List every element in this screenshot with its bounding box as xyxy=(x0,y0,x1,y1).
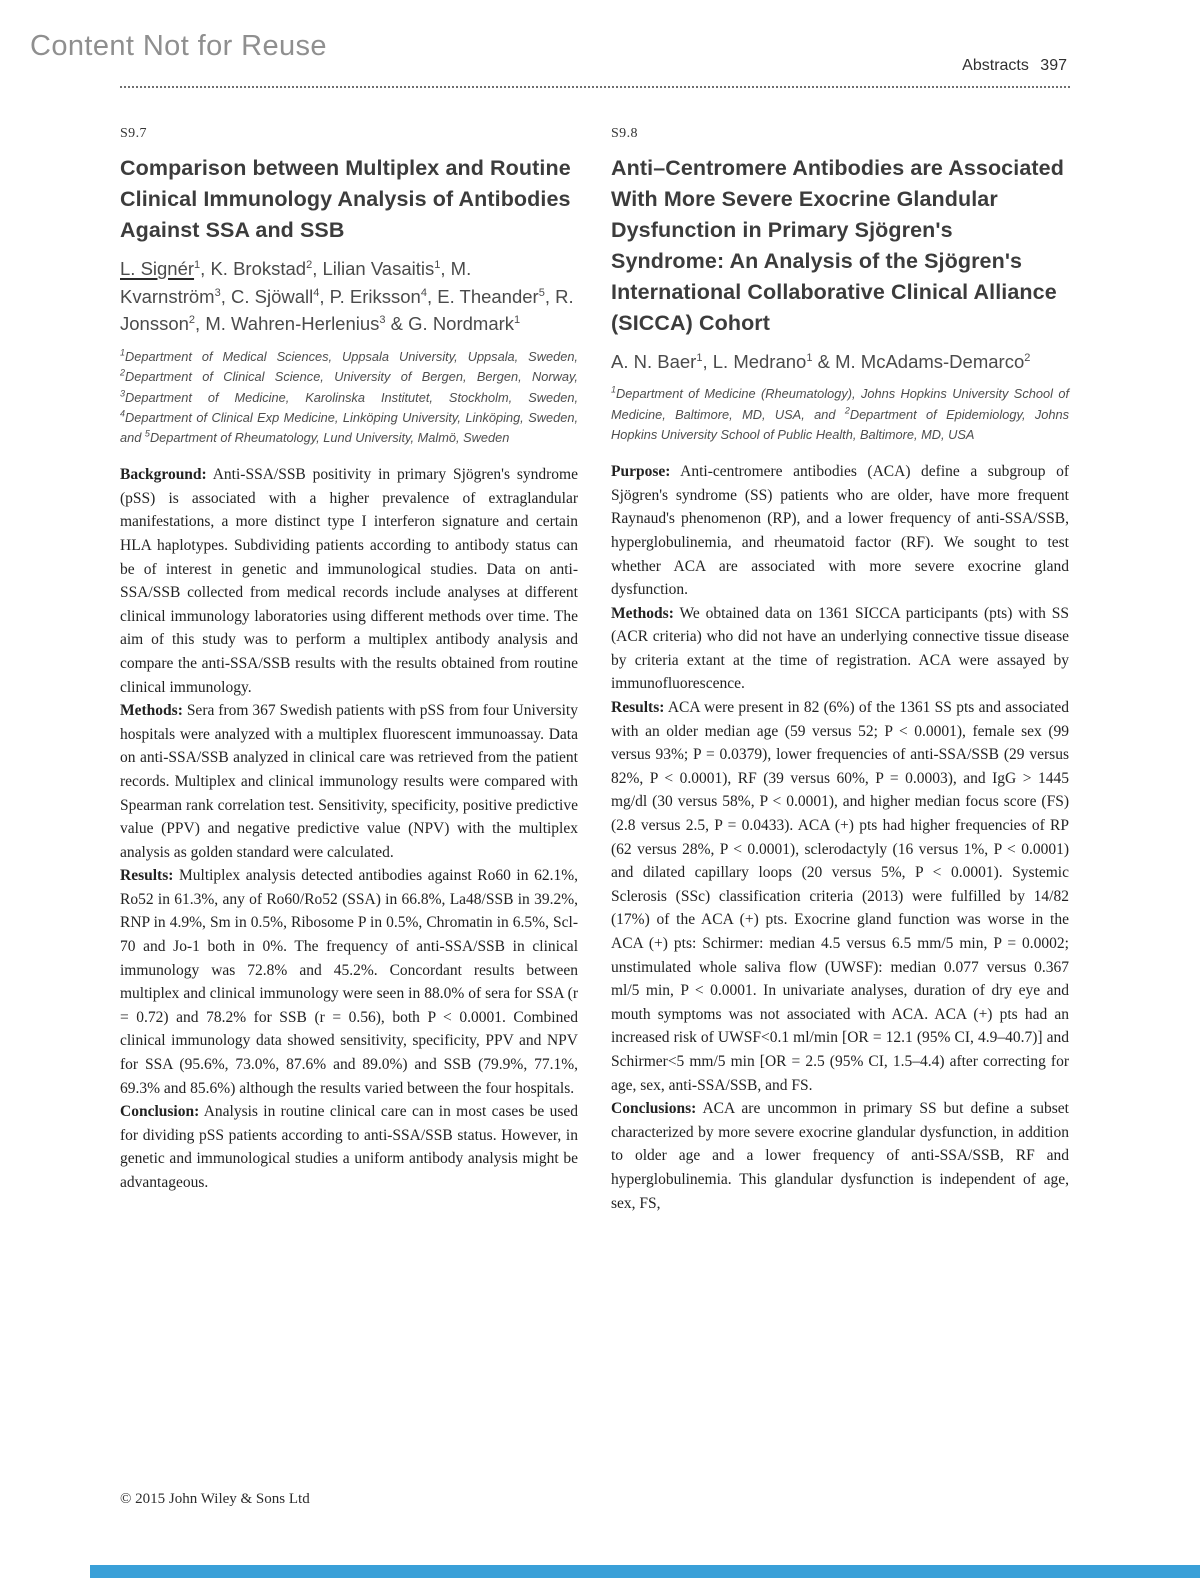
abstracts-container xyxy=(120,126,1070,1215)
abstract-paragraph: Conclusions: ACA are uncommon in primary SS but define a subset characterized by more severe exocrine glandular dysfunction, in addition to older age and a lower frequency of anti-SSA/SSB, RF and hyperglobulinemia. This glandular dysfunction is independent of age, sex, FS, xyxy=(611,1100,1069,1212)
section-label: Background: xyxy=(120,466,207,484)
affiliation-number: 1 xyxy=(120,347,126,358)
abstract-number: S9.8 xyxy=(611,126,638,141)
author-name: L. Medrano xyxy=(712,350,807,372)
abstract-column-right xyxy=(611,126,1069,1215)
abstract-authors: L. Signér$^1$, K. Brokstad$^2$, Lilian Vasaitis$^1$, M. Kvarnström$^3$, C. Sjöwall$^4$, P. Eriksson$^4$, E. Theander$^5$, R. Jonsson$^2$, M. Wahren-Herlenius$^3$ & G. Nordmark$^1$ xyxy=(120,257,574,335)
affiliation-text: Department of Rheumatology, Lund University, Malmö, Sweden xyxy=(149,429,510,445)
abstract-paragraph: Methods: We obtained data on 1361 SICCA participants (pts) with SS (ACR criteria) who did not have an underlying connective tissue disease by criteria extant at the time of registration. ACA were assayed by immunofluorescence. xyxy=(611,604,1069,693)
abstract-column-left xyxy=(120,126,578,1195)
affiliation-text: Department of Medical Sciences, Uppsala University, Uppsala, Sweden, xyxy=(125,349,578,365)
author-affiliation-ref: 4 xyxy=(420,286,427,299)
author-name: E. Theander xyxy=(437,285,539,307)
author-name: L. Signér xyxy=(120,257,195,279)
abstract-authors: A. N. Baer$^1$, L. Medrano$^1$ & M. McAdams-Demarco$^2$ xyxy=(611,350,1031,372)
affiliation-text: Department of Clinical Science, University of Bergen, Bergen, Norway, xyxy=(125,369,578,385)
section-label: Methods: xyxy=(120,702,183,720)
abstract-body xyxy=(611,460,1069,1215)
affiliation-text: Department of Clinical Exp Medicine, Linköping University, Linköping, Sweden, and xyxy=(120,409,578,445)
author-affiliation-ref: 4 xyxy=(313,286,320,299)
affiliation-number: 3 xyxy=(120,388,126,399)
abstract-paragraph: Conclusion: Analysis in routine clinical care can in most cases be used for dividing pSS patients according to anti-SSA/SSB status. However, in genetic and immunological studies a uniform antibody analysis might be advantageous. xyxy=(120,1103,578,1192)
author-name: M. McAdams-Demarco xyxy=(835,350,1025,372)
author-name: K. Brokstad xyxy=(210,257,307,279)
abstract-number: S9.7 xyxy=(120,126,147,141)
abstract-affiliations xyxy=(120,347,578,448)
section-label: Methods: xyxy=(611,604,674,622)
section-label: Results: xyxy=(120,867,174,885)
affiliation-number: 5 xyxy=(144,428,150,439)
section-label: Purpose: xyxy=(611,463,671,481)
author-affiliation-ref: 2 xyxy=(1024,351,1031,364)
author-affiliation-ref: 2 xyxy=(306,258,313,271)
author-name: Lilian Vasaitis xyxy=(322,257,435,279)
author-affiliation-ref: 5 xyxy=(538,286,545,299)
abstract-paragraph: Results: ACA were present in 82 (6%) of the 1361 SS pts and associated with an older median age (59 versus 52; P < 0.0001), female sex (99 versus 93%; P = 0.0379), lower frequencies of anti-SSA/SSB (29 versus 82%, P < 0.0001), RF (39 versus 60%, P = 0.0003), and IgG > 1445 mg/dl (30 versus 58%, P < 0.0001), and higher median focus score (FS) (2.8 versus 2.5, P = 0.0433). ACA (+) pts had higher frequencies of RP (62 versus 28%, P < 0.0001), sclerodactyly (16 versus 1%, P < 0.0001) and dilated capillary loops (20 versus 5%, P < 0.0001). Systemic Sclerosis (SSc) classification criteria (2013) were fulfilled by 14/82 (17%) of the ACA (+) pts. Exocrine gland function was worse in the ACA (+) pts: Schirmer: median 4.5 versus 6.5 mm/5 min, P = 0.0002; unstimulated whole saliva flow (UWSF): median 0.077 versus 0.367 ml/5 min, P < 0.0001. In univariate analyses, duration of dry eye and mouth symptoms was not associated with ACA. ACA (+) pts had an increased risk of UWSF<0.1 ml/min [OR = 12.1 (95% CI, 4.9–40.7)] and Schirmer<5 mm/5 min [OR = 2.5 (95% CI, 1.5–4.4) after correcting for age, sex, anti-SSA/SSB, and FS. xyxy=(611,699,1069,1094)
affiliation-text: Department of Epidemiology, Johns Hopkins University School of Public Health, Baltimore, MD, USA xyxy=(611,406,1069,442)
author-name: R. Jonsson xyxy=(120,285,574,335)
watermark-text: Content Not for Reuse xyxy=(30,30,327,62)
bottom-accent-bar xyxy=(90,1565,1200,1578)
author-name: C. Sjöwall xyxy=(230,285,314,307)
abstract-affiliations xyxy=(611,384,1069,445)
author-name: M. Kvarnström xyxy=(120,257,472,307)
author-name: P. Eriksson xyxy=(329,285,421,307)
section-label: Conclusions: xyxy=(611,1100,697,1118)
abstract-paragraph: Purpose: Anti-centromere antibodies (ACA) define a subgroup of Sjögren's syndrome (SS) patients who are older, have more frequent Raynaud's phenomenon (RP), and a lower frequency of anti-SSA/SSB, hyperglobulinemia, and rheumatoid factor (RF). We sought to test whether ACA are associated with more severe exocrine gland dysfunction. xyxy=(611,463,1069,599)
abstract-paragraph: Methods: Sera from 367 Swedish patients with pSS from four University hospitals were analyzed with a multiplex fluorescent immunoassay. Data on anti-SSA/SSB analyzed in clinical care was retrieved from the patient records. Multiplex and clinical immunology results were compared with Spearman rank correlation test. Sensitivity, specificity, positive predictive value (PPV) and negative predictive value (NPV) with the multiplex analysis as golden standard were calculated. xyxy=(120,702,578,861)
author-name: A. N. Baer xyxy=(611,350,697,372)
author-affiliation-ref: 1 xyxy=(696,351,703,364)
page-number-header: Abstracts 397 xyxy=(962,57,1067,74)
affiliation-text: Department of Medicine (Rheumatology), Johns Hopkins University School of Medicine, Baltimore, MD, USA, and xyxy=(611,386,1069,422)
affiliation-number: 1 xyxy=(611,385,617,396)
section-label: Results: xyxy=(611,699,665,717)
author-affiliation-ref: 3 xyxy=(379,314,386,327)
abstract-body xyxy=(120,463,578,1194)
abstract-title: Comparison between Multiplex and Routine Clinical Immunology Analysis of Antibodies Against SSA and SSB xyxy=(120,156,571,242)
author-affiliation-ref: 1 xyxy=(806,351,813,364)
author-affiliation-ref: 1 xyxy=(194,258,201,271)
author-affiliation-ref: 1 xyxy=(514,314,521,327)
affiliation-number: 2 xyxy=(120,368,126,379)
affiliation-number: 2 xyxy=(844,405,850,416)
abstract-title: Anti–Centromere Antibodies are Associated With More Severe Exocrine Glandular Dysfunction in Primary Sjögren's Syndrome: An Analysis of the Sjögren's International Collaborative Clinical Alliance (SICCA) Cohort xyxy=(611,156,1064,335)
author-name: G. Nordmark xyxy=(408,313,515,335)
author-name: M. Wahren-Herlenius xyxy=(205,313,380,335)
abstract-paragraph: Results: Multiplex analysis detected antibodies against Ro60 in 62.1%, Ro52 in 61.3%, any of Ro60/Ro52 (SSA) in 66.8%, La48/SSB in 39.2%, RNP in 4.9%, Sm in 0.5%, Ribosome P in 0.5%, Chromatin in 6.5%, Scl-70 and Jo-1 both in 0%. The frequency of anti-SSA/SSB in clinical immunology was 72.8% and 45.2%. Concordant results between multiplex and clinical immunology were seen in 88.0% of sera for SSA (r = 0.72) and 78.2% for SSB (r = 0.56), both P < 0.0001. Combined clinical immunology data showed sensitivity, specificity, PPV and NPV for SSA (95.6%, 73.0%, 87.6% and 89.0%) and SSB (79.9%, 77.1%, 69.3% and 85.6%) although the results varied between the four hospitals. xyxy=(120,867,578,1097)
affiliation-text: Department of Medicine, Karolinska Institutet, Stockholm, Sweden, xyxy=(125,389,578,405)
dotted-divider xyxy=(120,86,1070,88)
section-label: Conclusion: xyxy=(120,1103,200,1121)
author-affiliation-ref: 1 xyxy=(434,258,441,271)
abstract-paragraph: Background: Anti-SSA/SSB positivity in primary Sjögren's syndrome (pSS) is associated with a higher prevalence of extraglandular manifestations, a more distinct type I interferon signature and certain HLA haplotypes. Subdividing patients according to antibody status can be of interest in genetic and immunological studies. Data on anti-SSA/SSB collected from medical records include analyses at different clinical immunology laboratories using different methods over time. The aim of this study was to perform a multiplex antibody analysis and compare the anti-SSA/SSB results with the results obtained from routine clinical immunology. xyxy=(120,466,578,696)
footer-copyright: © 2015 John Wiley & Sons Ltd xyxy=(120,1491,310,1507)
author-affiliation-ref: 2 xyxy=(188,314,196,327)
affiliation-number: 4 xyxy=(120,408,126,419)
author-affiliation-ref: 3 xyxy=(214,286,221,299)
